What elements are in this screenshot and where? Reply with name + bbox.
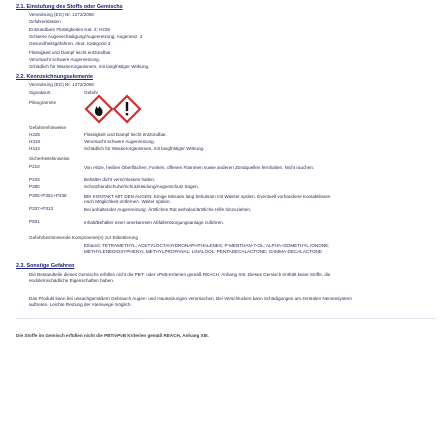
precautionary-statements-label: Sicherheitshinweise xyxy=(29,156,70,161)
precaution-code: P210 xyxy=(29,164,40,169)
section-heading-other-hazards: 2.3. Sonstige Gefahren xyxy=(16,263,75,269)
section-heading-classification: 2.1. Einstufung des Stoffs oder Gemischs xyxy=(16,4,123,10)
precaution-code: P280 xyxy=(29,184,40,189)
hazard-code: H225 xyxy=(29,132,40,137)
signal-word-value: Gefahr xyxy=(84,90,99,95)
hazard-statements-label: Gefahrenhinweise xyxy=(29,125,67,130)
precaution-text: Bei anhaltender Augenreizung: Ärztlichen Rat einholen/ärztliche Hilfe hinzuziehen. xyxy=(84,207,252,212)
class-line: Gesundheitsgefahren: Akut. Kategorie 3 xyxy=(29,41,111,46)
class-line: Verursacht schwere Augenreizung. xyxy=(29,57,100,62)
hazard-text: Verursacht schwere Augenreizung. xyxy=(84,139,155,144)
class-line: Schädlich für Wasserorganismen, mit langfristiger Wirkung. xyxy=(29,64,150,69)
precaution-text: Von Hitze, heißen Oberflächen, Funken, offenen Flammen sowie anderen Zündquellen fernhalten. Nicht rauchen. xyxy=(84,165,315,170)
precaution-code: P305+P351+P338 xyxy=(29,193,67,198)
precaution-text: Inhalt/Behälter einer anerkannten Abfallentsorgungsanlage zuführen. xyxy=(84,220,224,225)
class-line: Flüssigkeit und Dampf leicht entzündbar. xyxy=(29,50,112,55)
ghs-pictograms xyxy=(82,94,152,124)
hazard-code: H319 xyxy=(29,139,40,144)
other-hazards-text: Die Bestandteile dieses Gemischs erfüllen nicht die PBT- oder vPvB-Kriterien gemäß REACH, Anhang XIII. Dieses Gemisch enthält keine Stoffe, die endokrinschädliche Eigenschaften haben. xyxy=(29,272,331,283)
regulation-ref: Verordnung (EG) Nr. 1272/2008 xyxy=(29,82,94,87)
divider xyxy=(16,318,436,319)
class-line: Schwere Augenschädigung/Augenreizung; Augenreiz. 2 xyxy=(29,34,143,39)
precaution-code: P233 xyxy=(29,177,40,182)
pictograms-label: Piktogramme xyxy=(29,100,57,105)
hazard-code: H412 xyxy=(29,146,40,151)
label-ingredients-heading: Gefahrbestimmende Komponente(n) zur Etikettierung xyxy=(29,235,139,240)
hazard-text: Flüssigkeit und Dampf leicht entzündbar. xyxy=(84,132,167,137)
class-line: Entzündbare Flüssigkeiten Kat. 2; H225 xyxy=(29,27,110,32)
pbt-note-text: Die Stoffe im Gemisch erfüllen nicht die PBT/vPvB Kriterien gemäß REACH, Anhang XIII. xyxy=(16,333,209,338)
precaution-text: BEI KONTAKT MIT DEN AUGEN: Einige Minuten lang behutsam mit Wasser spülen. Eventuell vorhandene Kontaktlinsen nach Möglichkeit entfernen. Weiter spülen. xyxy=(84,194,331,205)
signal-word-label: Signalwort xyxy=(29,90,51,95)
regulation-ref: Verordnung (EG) Nr. 1272/2008 xyxy=(29,12,94,17)
section-heading-label-elements: 2.2. Kennzeichnungselemente xyxy=(16,74,93,80)
flame-pictogram-icon xyxy=(86,96,112,122)
precaution-code: P337+P313 xyxy=(29,206,54,211)
other-hazards-text: Das Produkt kann bei unsachgemäßem Gebrauch Augen- und Hautreizungen verursachen. Bei Verschlucken kann Schädigungen am zentralen Nervensystem auftreten. Leichte Reizung der Atemwege möglich. xyxy=(29,296,352,307)
precaution-text: Schutzhandschuhe/Schutzkleidung/Augenschutz tragen. xyxy=(84,184,199,189)
exclamation-pictogram-icon xyxy=(114,96,140,122)
label-ingredients-list: Ethanol; TETRAMETHYL; ACETYLOCTAHYDRONAPHTHALENES; P-MENTHAN-7-OL; ALPHA-ISOMETHYL IONONE; METHYLENEDIOXYPHENYL METHYLPROPANAL; LINALOOL; PENTADECALACTONE; GAMMA-DECALACTONE xyxy=(84,243,330,254)
precaution-code: P501 xyxy=(29,219,40,224)
precaution-text: Behälter dicht verschlossen halten. xyxy=(84,177,156,182)
pbt-note xyxy=(16,324,436,338)
hazard-text: Schädlich für Wasserorganismen, mit langfristiger Wirkung. xyxy=(84,146,205,151)
classes-label: Gefahrenklassen xyxy=(29,19,61,24)
